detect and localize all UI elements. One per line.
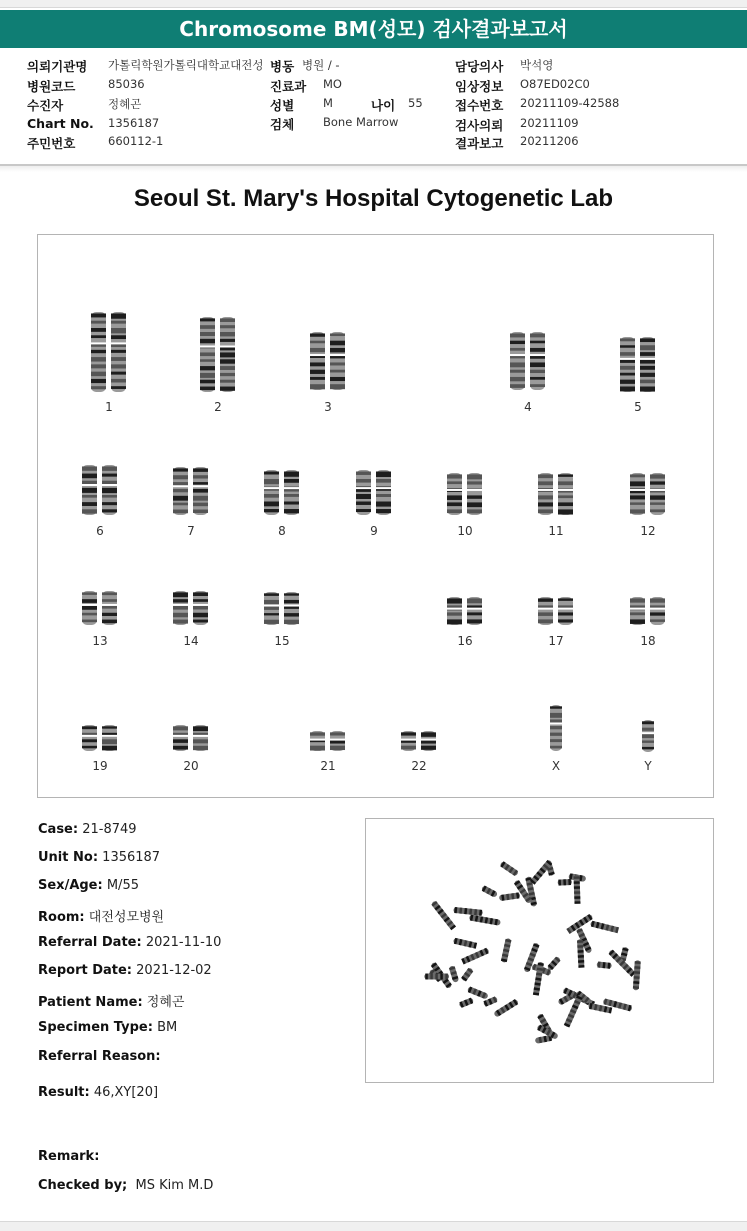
chromosome-pair-9	[352, 468, 396, 517]
value-request-date: 20211109	[520, 116, 579, 130]
result-label: Result:	[38, 1085, 90, 1100]
chromosome-label-16: 16	[457, 634, 473, 648]
chromosome-label-7: 7	[187, 524, 195, 538]
label-chart-no: Chart No.	[27, 116, 94, 131]
lab-title: Seoul St. Mary's Hospital Cytogenetic Lab	[133, 185, 614, 212]
referral-reason-label: Referral Reason:	[38, 1049, 161, 1064]
sex-age-field	[38, 878, 139, 893]
chromosome-label-3: 3	[324, 400, 332, 414]
chromosome-label-13: 13	[92, 634, 108, 648]
info-shadow	[0, 166, 747, 172]
karyotype-image	[37, 234, 714, 798]
chromosome-pair-21	[306, 729, 350, 753]
chromosome-pair-15	[260, 590, 304, 627]
chromosome-label-1: 1	[105, 400, 113, 414]
specimen-type-value: BM	[157, 1020, 178, 1035]
chromosome-label-15: 15	[274, 634, 290, 648]
value-chart-no: 1356187	[108, 116, 160, 130]
chromosome-label-12: 12	[640, 524, 656, 538]
label-result-date: 결과보고	[455, 136, 504, 151]
report-date-label: Report Date:	[38, 963, 133, 978]
value-patient: 정혜곤	[108, 97, 142, 111]
value-sex: M	[323, 96, 333, 110]
chromosome-label-18: 18	[640, 634, 656, 648]
chromosome-label-2: 2	[214, 400, 222, 414]
chromosome-pair-8	[260, 468, 304, 517]
metaphase-spread-picture	[366, 819, 713, 1082]
chromosome-pair-22	[397, 729, 441, 753]
checked-by-field	[38, 1178, 213, 1193]
chromosome-label-10: 10	[457, 524, 473, 538]
label-sex: 성별	[270, 98, 295, 113]
chromosome-pair-5	[616, 335, 660, 394]
chromosome-label-19: 19	[92, 759, 108, 773]
referral-date-value: 2021-11-10	[145, 935, 222, 950]
chromosome-label-14: 14	[183, 634, 199, 648]
patient-name-field	[38, 991, 184, 1010]
sex-age-label: Sex/Age:	[38, 878, 103, 893]
report-date-field	[38, 963, 212, 978]
label-department: 진료과	[270, 79, 307, 94]
room-label: Room:	[38, 910, 85, 925]
label-clinical-info: 임상정보	[455, 79, 504, 94]
chromosome-label-21: 21	[320, 759, 336, 773]
value-receipt-no: 20211109-42588	[520, 96, 620, 110]
chromosome-pair-13	[78, 589, 122, 627]
patient-info-section	[0, 48, 747, 166]
chromosome-label-20: 20	[183, 759, 199, 773]
chromosome-pair-4	[506, 330, 550, 392]
unit-no-field	[38, 850, 160, 865]
report-title: Chromosome BM(성모) 검사결과보고서	[0, 10, 747, 48]
value-doctor: 박석영	[520, 58, 554, 72]
chromosome-pair-14	[169, 589, 213, 627]
referral-date-label: Referral Date:	[38, 935, 142, 950]
specimen-type-field	[38, 1020, 177, 1035]
chromosome-pair-11	[534, 471, 578, 517]
chromosome-pair-6	[78, 463, 122, 517]
chromosome-pair-18	[626, 595, 670, 627]
value-resident-no: 660112-1	[108, 134, 164, 148]
label-doctor: 담당의사	[455, 59, 504, 74]
chromosome-label-17: 17	[548, 634, 564, 648]
label-patient: 수진자	[27, 98, 64, 113]
value-specimen: Bone Marrow	[323, 115, 399, 129]
chromosome-label-8: 8	[278, 524, 286, 538]
label-receipt-no: 접수번호	[455, 98, 504, 113]
chromosome-pair-10	[443, 471, 487, 517]
chromosome-pair-7	[169, 465, 213, 517]
bottom-strip	[0, 1221, 747, 1231]
value-result-date: 20211206	[520, 134, 579, 148]
chromosome-pair-3	[306, 330, 350, 392]
checked-by-value: MS Kim M.D	[135, 1178, 214, 1193]
case-field	[38, 822, 137, 837]
value-age: 55	[408, 96, 423, 110]
checked-by-label: Checked by;	[38, 1178, 128, 1193]
chromosome-pair-1	[87, 310, 131, 394]
value-clinical-info: O87ED02C0	[520, 77, 590, 91]
chromosome-pair-17	[534, 595, 578, 627]
remark-label: Remark:	[38, 1149, 100, 1164]
referral-date-field	[38, 935, 221, 950]
unit-no-value: 1356187	[102, 850, 161, 865]
chromosome-label-11: 11	[548, 524, 564, 538]
label-institution: 의뢰기관명	[27, 59, 88, 74]
remark-field	[38, 1149, 99, 1164]
sex-age-value: M/55	[106, 878, 139, 893]
value-department: MO	[323, 77, 342, 91]
chromosome-label-y: Y	[644, 759, 652, 773]
label-resident-no: 주민번호	[27, 136, 76, 151]
chromosome-pair-12	[626, 471, 670, 517]
chromosome-pair-20	[169, 723, 213, 753]
report-date-value: 2021-12-02	[136, 963, 212, 978]
top-strip	[0, 0, 747, 8]
value-hospital-code: 85036	[108, 77, 145, 91]
case-value: 21-8749	[82, 822, 137, 837]
room-field	[38, 906, 164, 925]
chromosome-label-22: 22	[411, 759, 427, 773]
chromosome-pair-y	[637, 718, 659, 754]
chromosome-label-5: 5	[634, 400, 642, 414]
specimen-type-label: Specimen Type:	[38, 1020, 153, 1035]
chromosome-label-x: X	[551, 759, 561, 773]
label-specimen: 검체	[270, 117, 295, 132]
value-institution: 가톨릭학원가톨릭대학교대전성	[108, 58, 264, 72]
label-ward: 병동	[270, 59, 295, 74]
label-hospital-code: 병원코드	[27, 79, 76, 94]
chromosome-pair-x	[545, 703, 567, 753]
case-label: Case:	[38, 822, 79, 837]
result-value: 46,XY[20]	[93, 1085, 159, 1100]
label-request-date: 검사의뢰	[455, 118, 504, 133]
metaphase-image	[365, 818, 714, 1083]
patient-name-label: Patient Name:	[38, 995, 143, 1010]
chromosome-label-4: 4	[524, 400, 532, 414]
chromosome-pair-16	[443, 595, 487, 627]
patient-name-value: 정혜곤	[146, 995, 185, 1010]
room-value: 대전성모병원	[88, 910, 165, 925]
value-ward: 병원 / -	[302, 58, 340, 72]
unit-no-label: Unit No:	[38, 850, 99, 865]
referral-reason-field	[38, 1049, 161, 1064]
result-field	[38, 1085, 158, 1100]
chromosome-label-6: 6	[96, 524, 104, 538]
chromosome-pair-19	[78, 723, 122, 753]
label-age: 나이	[371, 98, 396, 113]
chromosome-label-9: 9	[370, 524, 378, 538]
chromosome-pair-2	[196, 315, 240, 394]
